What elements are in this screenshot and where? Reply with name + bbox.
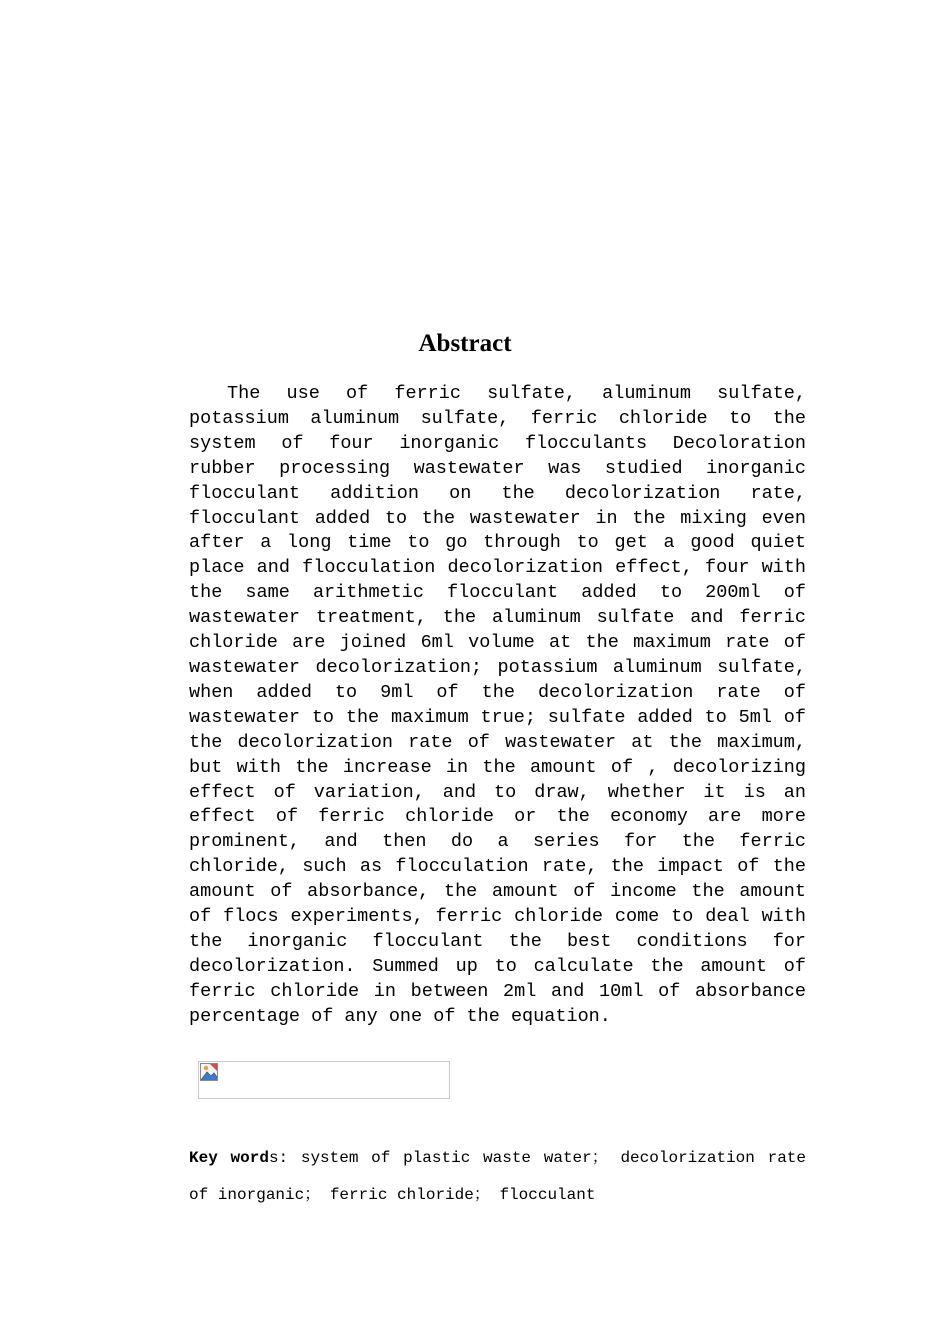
abstract-title: Abstract — [418, 330, 512, 357]
keywords-label-suffix: s: — [268, 1149, 289, 1167]
broken-image-icon — [200, 1063, 218, 1081]
keywords-label: Key word — [189, 1149, 269, 1167]
keywords-line — [189, 1140, 806, 1214]
keywords-text: system of plastic waste water； decolorization rate of inorganic； ferric chloride； flocculant — [189, 1149, 806, 1204]
abstract-body: The use of ferric sulfate, aluminum sulfate, potassium aluminum sulfate, ferric chloride to the system of four inorganic flocculants Decoloration rubber processing wastewater was studied inorganic flocculant addition on the decolorization rate, flocculant added to the wastewater in the mixing even after a long time to go through to get a good quiet place and flocculation decolorization effect, four with the same arithmetic flocculant added to 200ml of wastewater treatment, the aluminum sulfate and ferric chloride are joined 6ml volume at the maximum rate of wastewater decolorization; potassium aluminum sulfate, when added to 9ml of the decolorization rate of wastewater to the maximum true; sulfate added to 5ml of the decolorization rate of wastewater at the maximum, but with the increase in the amount of , decolorizing effect of variation, and to draw, whether it is an effect of ferric chloride or the economy are more prominent, and then do a series for the ferric chloride, such as flocculation rate, the impact of the amount of absorbance, the amount of income the amount of flocs experiments, ferric chloride come to deal with the inorganic flocculant the best conditions for decolorization. Summed up to calculate the amount of ferric chloride in between 2ml and 10ml of absorbance percentage of any one of the equation. — [189, 383, 806, 1027]
equation-image-placeholder — [198, 1061, 450, 1099]
